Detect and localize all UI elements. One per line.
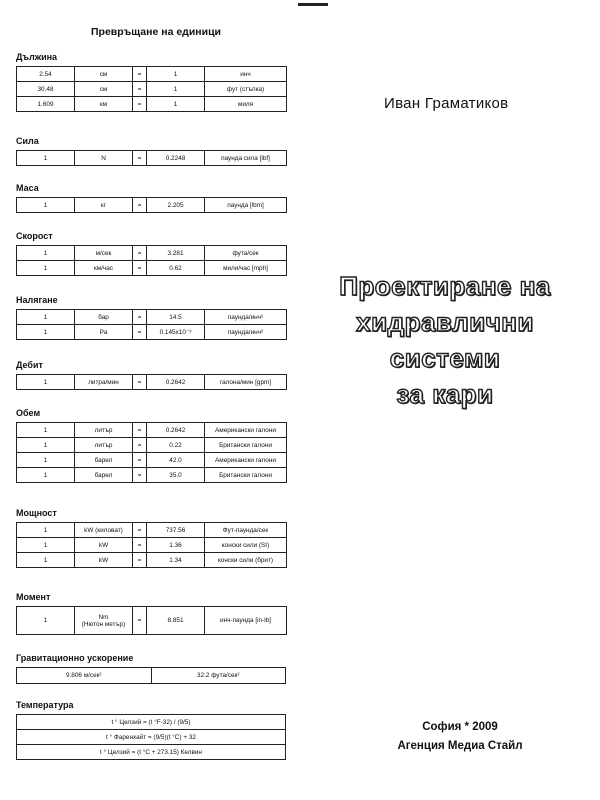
table-cell: Фут-паунда/сек [205,523,287,538]
table-row [17,67,287,82]
table-cell: км/час [75,261,133,276]
table-cell: км [75,97,133,112]
table-cell: паунда/инч² [205,325,287,340]
table-cell: 737.56 [147,523,205,538]
table-cell: = [133,151,147,166]
table-cell: 1 [17,607,75,635]
table-cell: 0.2248 [147,151,205,166]
table-cell: cм [75,82,133,97]
table-row [17,82,287,97]
table-cell: фут (стъпка) [205,82,287,97]
table-row [17,730,286,745]
volume-table [16,422,287,483]
table-cell: 0.2642 [147,423,205,438]
table-cell: 1 [147,67,205,82]
section-mass [16,183,288,213]
table-row [17,453,287,468]
flow-table [16,374,287,390]
table-cell: 14.5 [147,310,205,325]
section-title: Гравитационно ускорение [16,653,134,663]
table-row [17,523,287,538]
table-cell: 1 [17,468,75,483]
table-row [17,151,287,166]
table-cell: Британски галони [205,438,287,453]
table-cell: галона/мин [gpm] [205,375,287,390]
table-cell: = [133,438,147,453]
table-cell: = [133,310,147,325]
table-cell: конски сили (брит) [205,553,287,568]
table-cell: kW (киловат) [75,523,133,538]
table-cell: 8.851 [147,607,205,635]
table-cell: инч [205,67,287,82]
table-cell: = [133,423,147,438]
table-cell: 0.22 [147,438,205,453]
table-cell: мили/час [mph] [205,261,287,276]
table-cell: 1 [17,325,75,340]
table-cell: = [133,553,147,568]
table-cell: = [133,97,147,112]
table-row [17,607,287,635]
table-cell: 0.2642 [147,375,205,390]
table-cell: = [133,375,147,390]
section-temperature [16,700,288,760]
table-row [17,538,287,553]
table-cell: 1 [17,438,75,453]
table-cell: 30.48 [17,82,75,97]
table-cell: 1 [17,523,75,538]
table-cell: 1.36 [147,538,205,553]
table-cell: Американски галони [205,453,287,468]
table-cell: Pa [75,325,133,340]
table-cell: 1 [17,453,75,468]
table-row [17,468,287,483]
table-cell: = [133,607,147,635]
table-cell: Британски галони [205,468,287,483]
table-row [17,325,287,340]
table-cell: 1 [17,246,75,261]
table-cell: кг [75,198,133,213]
torque-unit-note: (Нютон метър) [81,620,126,628]
section-power [16,508,288,568]
table-cell: Американски галони [205,423,287,438]
table-cell: барел [75,468,133,483]
torque-unit-cell [75,607,133,635]
section-force [16,136,288,166]
table-cell: литър [75,438,133,453]
table-cell: = [133,198,147,213]
city-year: София * 2009 [422,721,498,733]
scan-artifact [298,3,328,6]
table-cell: 1 [17,310,75,325]
section-speed [16,231,288,276]
table-cell: бар [75,310,133,325]
table-row [17,310,287,325]
table-cell: = [133,67,147,82]
section-title: Обем [16,408,41,418]
section-title: Скорост [16,231,53,241]
table-row [17,668,286,684]
table-cell: 1 [147,82,205,97]
page-title: Превръщане на единици [90,26,221,38]
table-cell: = [133,468,147,483]
table-cell: 2.54 [17,67,75,82]
table-cell: 35.0 [147,468,205,483]
section-title: Маса [16,183,39,193]
table-cell: = [133,82,147,97]
table-cell: 1 [17,261,75,276]
table-row [17,553,287,568]
table-cell: 32.2 фута/сек² [151,668,286,684]
gravity-table [16,667,286,684]
temperature-table [16,714,286,760]
speed-table [16,245,287,276]
table-cell: литра/мин [75,375,133,390]
table-cell: t ° Фаренхайт = (9/5)(t °C) + 32 [17,730,286,745]
table-cell: kW [75,553,133,568]
force-table [16,150,287,166]
book-title [300,268,590,412]
table-cell: = [133,453,147,468]
table-cell: = [133,325,147,340]
table-cell: инч-паунда [in-lb] [205,607,287,635]
table-cell: миля [205,97,287,112]
publication-info [380,718,540,756]
section-title: Дължина [16,52,58,62]
length-table [16,66,287,112]
table-cell: 1 [17,375,75,390]
book-title-line: за кари [396,379,494,409]
table-cell: паунда/инч² [205,310,287,325]
table-row [17,97,287,112]
table-cell: 1 [17,538,75,553]
torque-table [16,606,287,635]
section-torque [16,592,288,635]
table-cell: барел [75,453,133,468]
section-title: Дебит [16,360,43,370]
table-cell: м/сек [75,246,133,261]
table-cell: 1 [17,198,75,213]
section-length [16,52,288,112]
table-cell: литър [75,423,133,438]
section-pressure [16,295,288,340]
book-title-line: хидравлични системи [356,307,534,373]
power-table [16,522,287,568]
table-cell: 0.62 [147,261,205,276]
table-cell: 3.281 [147,246,205,261]
table-row [17,375,287,390]
table-cell: конски сили (SI) [205,538,287,553]
table-cell: kW [75,538,133,553]
table-cell: cм [75,67,133,82]
table-row [17,246,287,261]
table-row [17,715,286,730]
table-cell: N [75,151,133,166]
table-cell: = [133,523,147,538]
table-cell: 1.34 [147,553,205,568]
torque-unit: Nm [98,613,109,621]
section-volume [16,408,288,483]
table-cell: = [133,538,147,553]
table-cell: 1 [17,151,75,166]
section-title: Налягане [16,295,58,305]
publisher: Агенция Медиа Стайл [397,740,523,752]
section-gravity [16,653,288,684]
table-cell: 1 [17,553,75,568]
table-row [17,438,287,453]
section-title: Сила [16,136,39,146]
table-cell: = [133,261,147,276]
table-row [17,423,287,438]
table-cell: паунда [lbm] [205,198,287,213]
table-cell: 42.0 [147,453,205,468]
table-cell: t ° Целзий = (t °C + 273.15) Келвин [17,745,286,760]
section-flow [16,360,288,390]
book-title-line: Проектиране на [339,271,551,301]
section-title: Мощност [16,508,57,518]
table-cell: 9.806 м/сек² [17,668,152,684]
section-title: Температура [16,700,74,710]
table-row [17,261,287,276]
author-name: Иван Граматиков [384,95,509,112]
table-row [17,198,287,213]
table-cell: паунда сила [lbf] [205,151,287,166]
table-cell: фута/сек [205,246,287,261]
table-cell: 2.205 [147,198,205,213]
table-cell: 1 [17,423,75,438]
pressure-table [16,309,287,340]
table-cell: 0.145x10⁻³ [147,325,205,340]
table-row [17,745,286,760]
mass-table [16,197,287,213]
table-cell: 1.609 [17,97,75,112]
table-cell: t ° Целзий = (t °F-32) / (9/5) [17,715,286,730]
section-title: Момент [16,592,51,602]
table-cell: = [133,246,147,261]
table-cell: 1 [147,97,205,112]
